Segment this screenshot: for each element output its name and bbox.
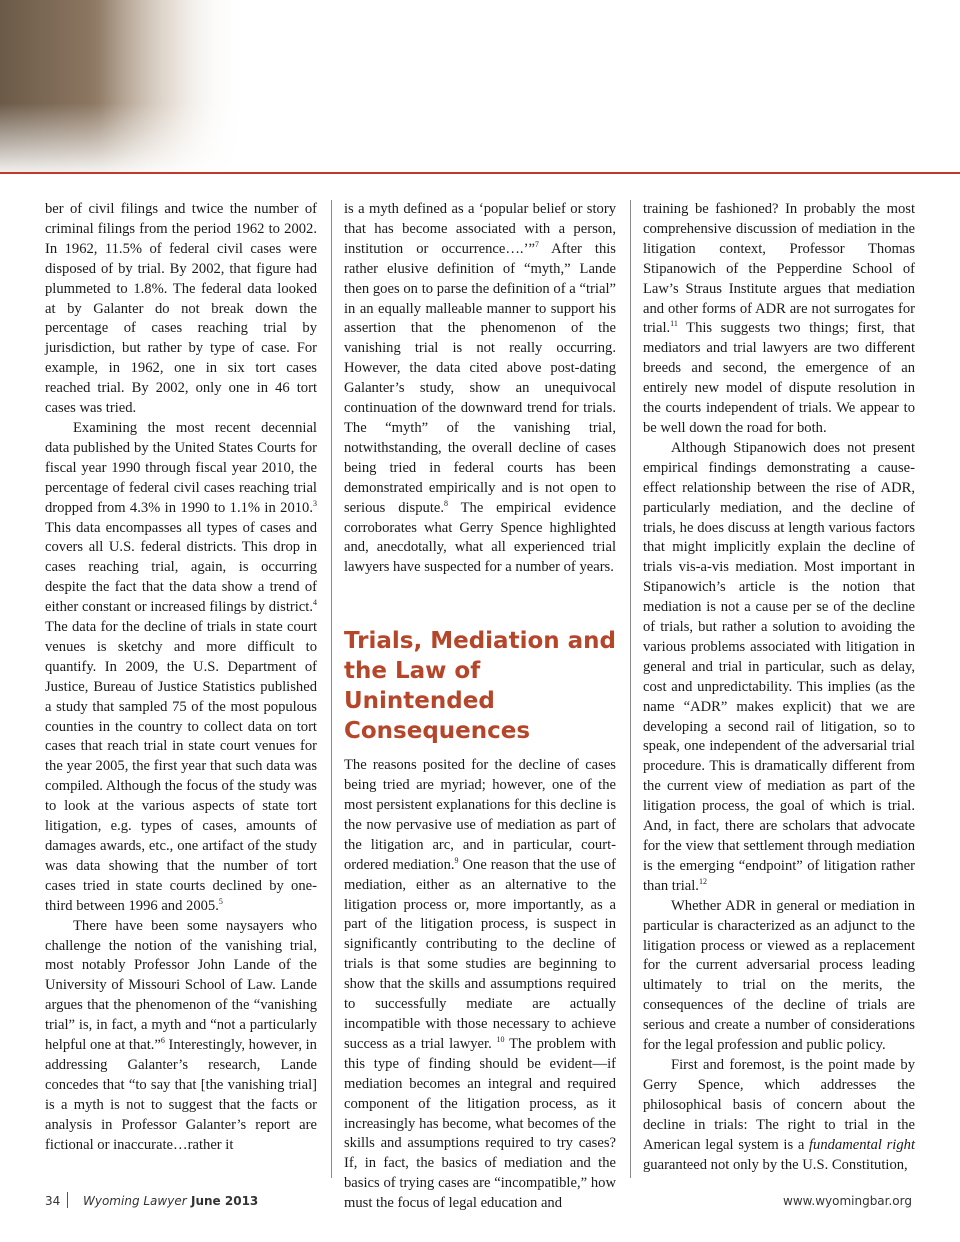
website-link[interactable]: www.wyomingbar.org (783, 1194, 912, 1208)
article-column-1 (45, 200, 317, 1156)
emphasis: fundamental right (808, 1136, 915, 1153)
paragraph: Examining the most recent decennial data published by the United States Courts for fiscal year 1990 through fiscal year 2010, the percentage of federal civil cases reaching trial dropped from 4.3% in 1990 to 1.1% in 2010.$^3$ This data encompasses all types of cases and covers all U.S. federal districts. This drop in cases reaching trial, again, is occurring despite the fact that the data show a trend of either constant or increased filings by district.$^4$ The data for the decline of trials in state court venues is sketchy and more difficult to quantify. In 2009, the U.S. Department of Justice, Bureau of Justice Statistics published a study that sampled 75 of the most populous counties in the country to collect data on tort cases that reach trial in state court venues for the year 2005, the first year that such data was compiled. Although the focus of the study was to look at the various aspects of state tort litigation, e.g. types of cases, amounts of damages awards, etc., one artifact of the study was data showing that the number of tort cases tried in state courts declined by one-third between 1996 and 2005.$^5$ (45, 419, 317, 914)
paragraph: ber of civil filings and twice the number of criminal filings from the period 1962 to 2002. In 1962, 11.5% of federal civil cases were disposed of by trial. By 2002, that figure had plummeted to 1.8%. The federal data looked at by Galanter do not break down the percentage of cases reaching trial by jurisdiction, but rather by type of case. For example, in 1962, one in six tort cases reached trial. By 2002, only one in 46 tort cases was tried. (45, 201, 317, 417)
footnote-ref: 9 (454, 855, 459, 865)
paragraph: There have been some naysayers who challenge the notion of the vanishing trial, most notably Professor John Lande of the University of Missouri School of Law. Lande argues that the phenomenon of the “vanishing trial” is, in fact, a myth and “not a particularly helpful one at that.”$^6$ Interestingly, however, in addressing Galanter’s research, Lande concedes that “to say that [the vanishing trial] is a myth is not to suggest that the facts or analysis in Professor Galanter’s report are fictional or inaccurate…rather it (45, 917, 317, 1153)
paragraph: The reasons posited for the decline of cases being tried are myriad; however, one of the most persistent explanations for this decline is the now pervasive use of mediation as part of the litigation arc, and in particular, court-ordered mediation.$^9$ One reason that the use of mediation, either as an alternative to the litigation process or, more importantly, as a part of the litigation process, is suspect in significantly contributing to the decline of trials is that some studies are beginning to show that the skills and assumptions required to successfully mediate are actually incompatible with those necessary to achieve success as a trial lawyer. $^{10}$ The problem with this type of finding should be evident—if mediation becomes an integral and required component of the litigation process, as it increasingly has become, what becomes of the skills and assumptions required to try cases? If, in fact, the basics of mediation and the basics of trying cases are “incompatible,” how must the focus of legal education and (344, 757, 617, 1212)
issue-date: June 2013 (191, 1194, 259, 1208)
footnote-ref: 7 (534, 239, 539, 249)
column-divider (331, 200, 332, 1178)
header-photo-courtroom (0, 0, 250, 172)
paragraph: is a myth defined as a ‘popular belief or story that has become associated with a person, institution or occurrence….’”$^7$ After this rather elusive definition of “myth,” Lande then goes on to parse the definition of a “trial” in an equally malleable manner to support his assertion that the phenomenon of the vanishing trial is not really occurring. However, the data cited above post-dating Galanter’s study, show an unequivocal continuation of the downward trend for trials. The “myth” of the vanishing trial, notwithstanding, the overall decline of cases being tried in federal courts has been demonstrated empirically and is not open to serious dispute.$^8$ The empirical evidence corroborates what Gerry Spence highlighted and, anecdotally, what all experienced trial lawyers have suspected for a number of years. (344, 201, 616, 576)
footnote-ref: 10 (496, 1035, 505, 1045)
footer-divider (67, 1192, 68, 1208)
paragraph: First and foremost, is the point made by Gerry Spence, which addresses the philosophical basis of concern about the decline in trials: The right to trial in the American legal system is a fundamental right guaranteed not only by the U.S. Constitution, (643, 1056, 915, 1173)
publication-name: Wyoming Lawyer (83, 1194, 187, 1208)
header-rule (0, 172, 960, 174)
article-column-2 (344, 200, 616, 1214)
footnote-ref: 4 (313, 598, 317, 608)
footnote-ref: 11 (670, 319, 678, 329)
section-heading: Trials, Mediation and the Law of Unintended Consequences (344, 628, 617, 745)
article-column-3 (643, 200, 915, 1175)
footnote-ref: 6 (160, 1036, 165, 1046)
page-number: 34 (45, 1194, 61, 1208)
page-footer (45, 1194, 912, 1216)
paragraph: Although Stipanowich does not present empirical findings demonstrating a cause-effect relationship between the rise of ADR, particularly mediation, and the decline of trials, he does discuss at length various factors that might implicitly explain the decline of trials vis-a-vis mediation. Most important in Stipanowich’s article is the notion that mediation is not a cause per se of the decline of trials, but rather a solution to avoiding the various problems associated with litigation in general and trial in particular, such as delay, cost and unpredictability. This implies (as the name “ADR” makes explicit) that we are developing a second rail of litigation, so to speak, one independent of the adversarial trial procedure. This is dramatically different from the current view of mediation as part of the litigation process, the goal of which is trial. And, in fact, there are scholars that advocate for the view that settlement through mediation is the emerging “endpoint” of litigation rather than trial.$^{12}$ (643, 439, 915, 894)
footnote-ref: 3 (313, 498, 317, 508)
column-divider (630, 200, 631, 1178)
paragraph: Whether ADR in general or mediation in particular is characterized as an adjunct to the litigation process or viewed as a replacement for the current adversarial process leading ultimately to trial on the merits, the consequences of the decline of trials are serious and create a number of considerations for the legal profession and public policy. (643, 897, 915, 1054)
footnote-ref: 8 (444, 498, 449, 508)
paragraph: training be fashioned? In probably the most comprehensive discussion of mediation in the litigation context, Professor Thomas Stipanowich of the Pepperdine School of Law’s Straus Institute argues that mediation and other forms of ADR are not surrogates for trial.$^{11}$ This suggests two things; first, that mediators and trial lawyers are two different breeds and second, the emergence of an entirely new model of dispute resolution in the courts independent of trials. We appear to be well down the road for both. (643, 201, 915, 436)
footnote-ref: 12 (698, 876, 707, 886)
footnote-ref: 5 (218, 896, 223, 906)
